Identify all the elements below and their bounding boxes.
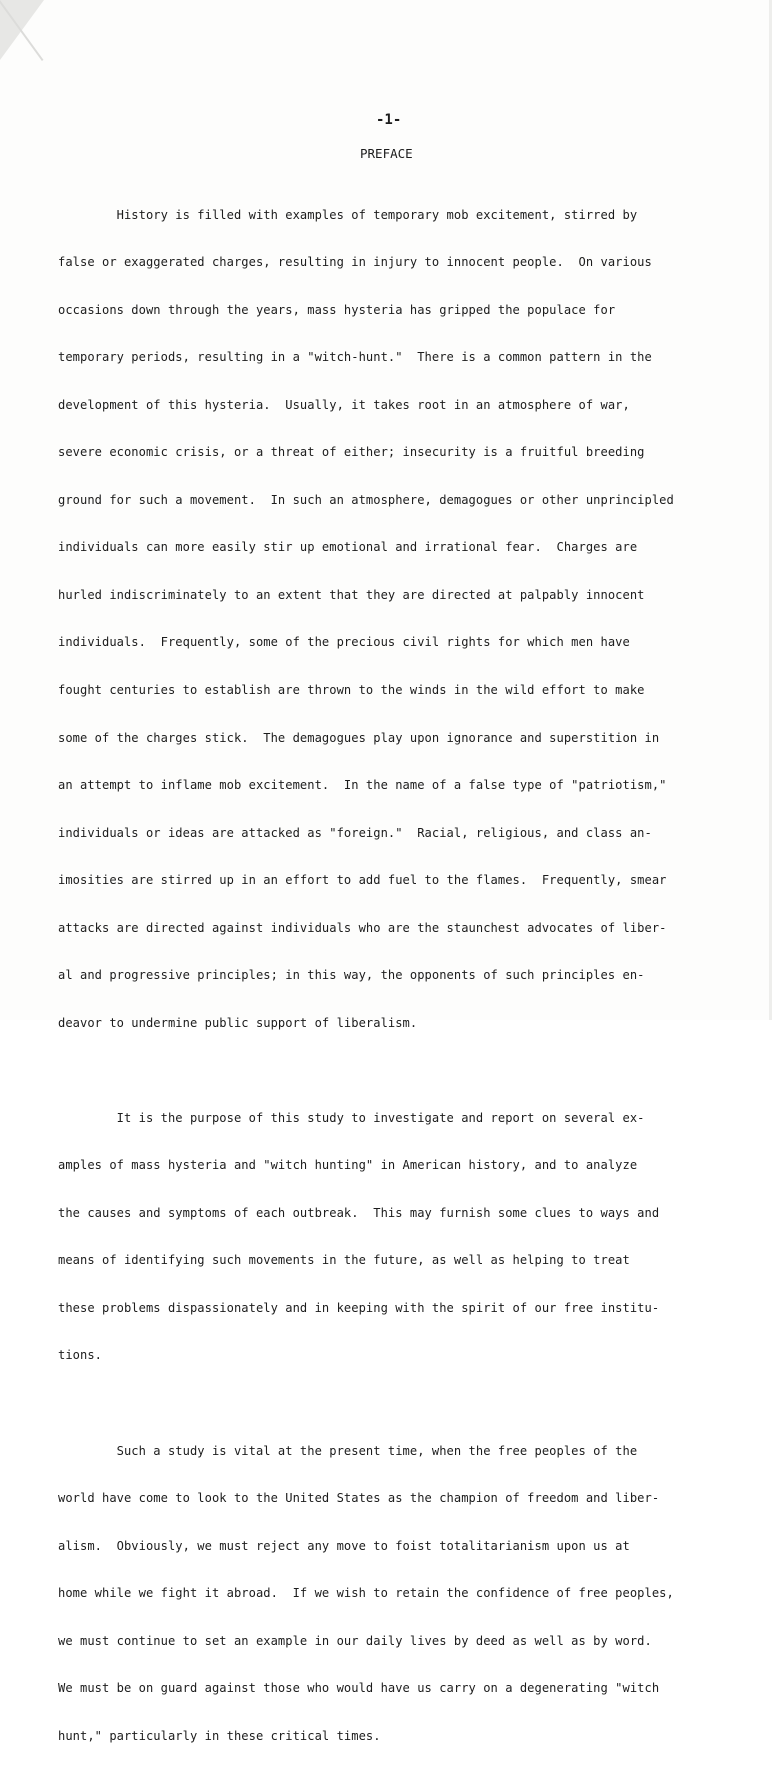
page-number: -1- <box>376 112 402 128</box>
text-line: tions. <box>58 1348 102 1363</box>
text-line: hurled indiscriminately to an extent that they are directed at palpably innocent <box>58 587 645 602</box>
text-line: temporary periods, resulting in a "witch-hunt." There is a common pattern in the <box>58 350 652 365</box>
document-body <box>58 176 770 1792</box>
text-line: individuals can more easily stir up emotional and irrational fear. Charges are <box>58 540 638 555</box>
page-heading: PREFACE <box>360 146 413 161</box>
text-line: al and progressive principles; in this way, the opponents of such principles en- <box>58 968 645 983</box>
text-line: imosities are stirred up in an effort to add fuel to the flames. Frequently, smear <box>58 873 667 888</box>
text-line: severe economic crisis, or a threat of either; insecurity is a fruitful breeding <box>58 445 645 460</box>
text-line: hunt," particularly in these critical times. <box>58 1728 381 1743</box>
text-line: means of identifying such movements in the future, as well as helping to treat <box>58 1253 630 1268</box>
text-line: an attempt to inflame mob excitement. In the name of a false type of "patriotism," <box>58 778 667 793</box>
text-line: development of this hysteria. Usually, it takes root in an atmosphere of war, <box>58 397 630 412</box>
paragraph-1 <box>58 176 770 1063</box>
text-line: occasions down through the years, mass hysteria has gripped the populace for <box>58 302 616 317</box>
text-line: home while we fight it abroad. If we wish to retain the confidence of free peoples, <box>58 1586 674 1601</box>
text-line: Such a study is vital at the present time, when the free peoples of the <box>58 1443 638 1458</box>
text-line: ground for such a movement. In such an atmosphere, demagogues or other unprincipled <box>58 492 674 507</box>
text-line: false or exaggerated charges, resulting in injury to innocent people. On various <box>58 255 652 270</box>
text-line: deavor to undermine public support of liberalism. <box>58 1015 418 1030</box>
text-line: fought centuries to establish are thrown to the winds in the wild effort to make <box>58 683 645 697</box>
text-line: It is the purpose of this study to investigate and report on several ex- <box>58 1110 645 1125</box>
text-line: the causes and symptoms of each outbreak. This may furnish some clues to ways and <box>58 1205 660 1220</box>
text-line: alism. Obviously, we must reject any move to foist totalitarianism upon us at <box>58 1538 630 1553</box>
text-line: world have come to look to the United States as the champion of freedom and liber- <box>58 1491 660 1506</box>
text-line: We must be on guard against those who would have us carry on a degenerating "witch <box>58 1681 660 1696</box>
text-line: these problems dispassionately and in keeping with the spirit of our free institu- <box>58 1300 660 1315</box>
text-line: amples of mass hysteria and "witch hunting" in American history, and to analyze <box>58 1158 638 1173</box>
text-line: we must continue to set an example in our daily lives by deed as well as by word. <box>58 1633 652 1648</box>
paragraph-3 <box>58 1412 770 1776</box>
text-line: individuals. Frequently, some of the precious civil rights for which men have <box>58 635 630 650</box>
text-line: individuals or ideas are attacked as "foreign." Racial, religious, and class an- <box>58 825 652 840</box>
paragraph-2 <box>58 1079 770 1396</box>
text-line: attacks are directed against individuals who are the staunchest advocates of liber- <box>58 920 667 935</box>
text-line: History is filled with examples of temporary mob excitement, stirred by <box>58 207 638 222</box>
text-line: some of the charges stick. The demagogues play upon ignorance and superstition in <box>58 730 660 745</box>
